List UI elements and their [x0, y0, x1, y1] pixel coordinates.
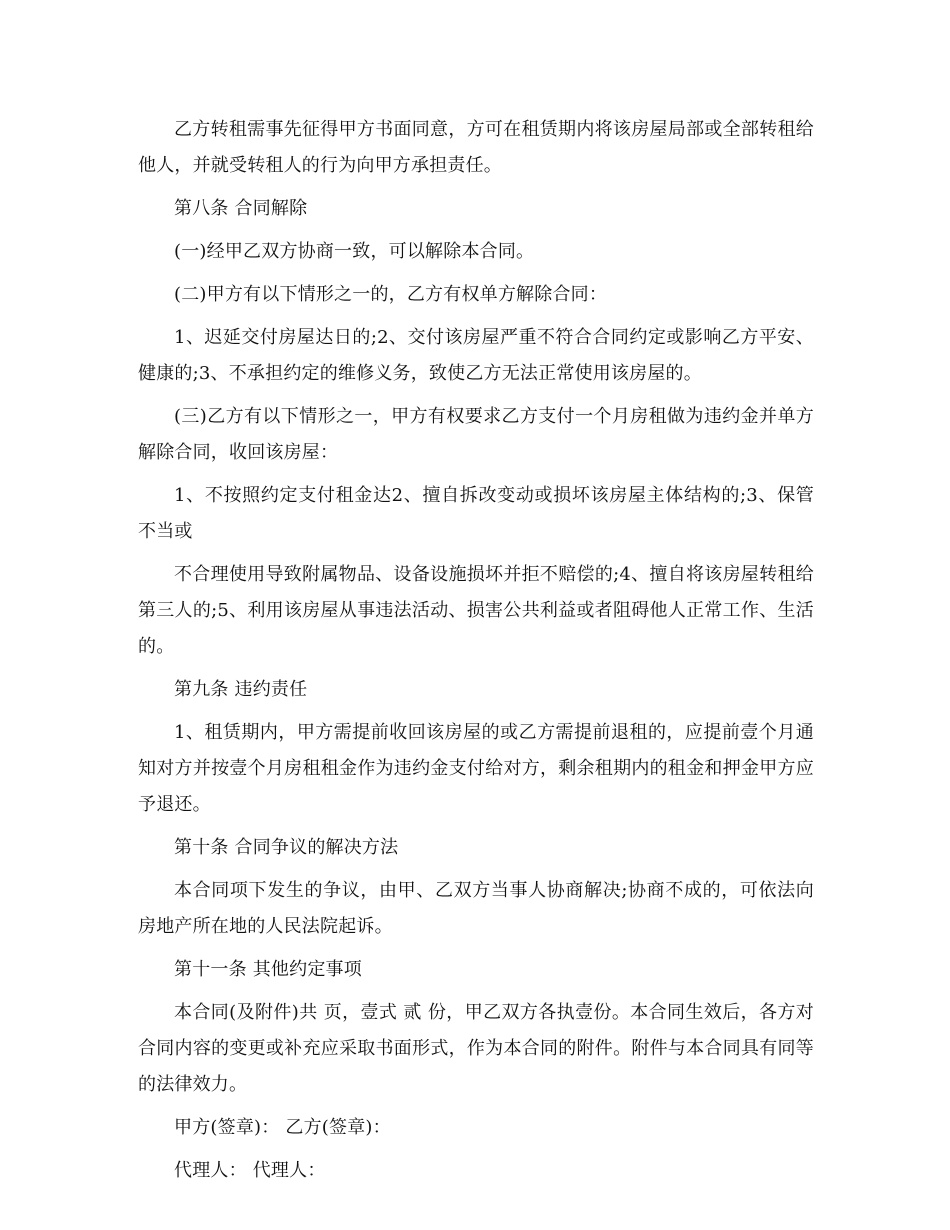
paragraph-8-1: (一)经甲乙双方协商一致，可以解除本合同。 — [174, 241, 535, 262]
document-body — [138, 112, 814, 1196]
paragraph-8-3-items-cont: 不合理使用导致附属物品、设备设施损坏并拒不赔偿的;4、擅自将该房屋转租给第三人的;5、利用该房屋从事违法活动、损害公共利益或者阻碍他人正常工作、生活的。 — [138, 564, 814, 657]
paragraph-8-2-items: 1、迟延交付房屋达日的;2、交付该房屋严重不符合合同约定或影响乙方平安、健康的;3、不承担约定的维修义务，致使乙方无法正常使用该房屋的。 — [138, 327, 814, 384]
heading-article-10: 第十条 合同争议的解决方法 — [174, 837, 399, 858]
heading-article-8: 第八条 合同解除 — [174, 198, 308, 219]
signature-line-agents: 代理人： 代理人： — [174, 1160, 326, 1181]
paragraph-sublease: 乙方转租需事先征得甲方书面同意，方可在租赁期内将该房屋局部或全部转租给他人，并就受转租人的行为向甲方承担责任。 — [138, 119, 814, 176]
heading-article-11: 第十一条 其他约定事项 — [174, 959, 362, 980]
signature-line-parties: 甲方(签章)： 乙方(签章)： — [174, 1117, 391, 1138]
paragraph-8-3-items: 1、不按照约定支付租金达2、擅自拆改变动或损坏该房屋主体结构的;3、保管不当或 — [138, 485, 814, 542]
paragraph-9-1: 1、租赁期内，甲方需提前收回该房屋的或乙方需提前退租的，应提前壹个月通知对方并按壹个月房租租金作为违约金支付给对方，剩余租期内的租金和押金甲方应予退还。 — [138, 722, 814, 815]
paragraph-8-2: (二)甲方有以下情形之一的，乙方有权单方解除合同： — [174, 284, 608, 305]
paragraph-8-3: (三)乙方有以下情形之一，甲方有权要求乙方支付一个月房租做为违约金并单方解除合同，收回该房屋： — [138, 406, 814, 463]
paragraph-11-1: 本合同(及附件)共 页，壹式 贰 份，甲乙双方各执壹份。本合同生效后，各方对合同内容的变更或补充应采取书面形式，作为本合同的附件。附件与本合同具有同等的法律效力。 — [138, 1002, 814, 1095]
heading-article-9: 第九条 违约责任 — [174, 679, 308, 700]
paragraph-10-1: 本合同项下发生的争议，由甲、乙双方当事人协商解决;协商不成的，可依法向房地产所在地的人民法院起诉。 — [138, 880, 814, 937]
